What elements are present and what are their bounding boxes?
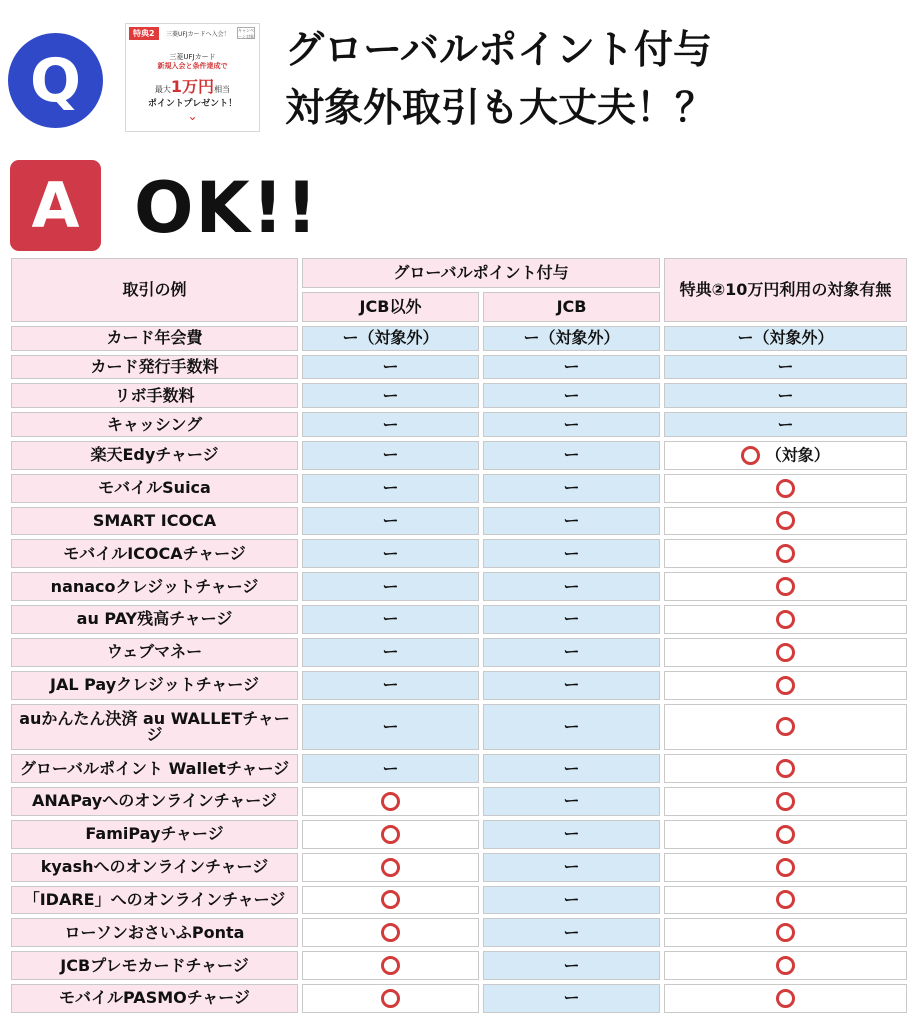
cell-benefit: ー [664,355,907,380]
cell-non-jcb [302,918,479,947]
table-row [11,951,907,980]
header-non-jcb: JCB以外 [302,292,479,322]
circle-icon [776,610,795,629]
thumbnail-line3 [126,74,259,97]
header-transaction-example: 取引の例 [11,258,298,322]
cell-non-jcb [302,853,479,882]
row-label: キャッシング [11,412,298,437]
cell-non-jcb: ー [302,539,479,568]
cell-non-jcb: ー [302,441,479,470]
circle-icon [381,989,400,1008]
row-label: カード発行手数料 [11,355,298,380]
cell-benefit [664,787,907,816]
cell-jcb: ー（対象外） [483,326,660,351]
cell-jcb: ー [483,886,660,915]
cell-jcb: ー [483,412,660,437]
circle-icon [381,825,400,844]
thumbnail-tag: 特典2 [129,27,159,40]
table-row [11,539,907,568]
circle-icon [776,858,795,877]
table-row [11,605,907,634]
table-row [11,754,907,783]
row-label: ローソンおさいふPonta [11,918,298,947]
circle-icon [776,544,795,563]
table-row [11,572,907,601]
cell-non-jcb: ー [302,638,479,667]
header-benefit: 特典②10万円利用の対象有無 [664,258,907,322]
cell-non-jcb: ー [302,474,479,503]
circle-icon [776,792,795,811]
circle-icon [776,923,795,942]
cell-non-jcb [302,820,479,849]
circle-icon [381,890,400,909]
circle-icon [776,717,795,736]
cell-jcb: ー [483,853,660,882]
row-label: モバイルICOCAチャージ [11,539,298,568]
circle-icon [776,825,795,844]
thumbnail-line1: 三菱UFJカード [169,53,216,61]
circle-icon [776,643,795,662]
cell-benefit [664,853,907,882]
cell-jcb: ー [483,984,660,1013]
circle-icon [776,759,795,778]
cell-non-jcb: ー [302,704,479,751]
answer-badge: A [10,160,101,251]
cell-non-jcb: ー [302,572,479,601]
row-label: kyashへのオンラインチャージ [11,853,298,882]
circle-icon [776,511,795,530]
cell-benefit [664,507,907,536]
cell-jcb: ー [483,441,660,470]
circle-icon [741,446,760,465]
cell-non-jcb: ー [302,412,479,437]
table-row [11,355,907,380]
row-label: SMART ICOCA [11,507,298,536]
answer-text: OK!! [134,167,320,249]
cell-benefit: ー（対象外） [664,326,907,351]
table-row [11,326,907,351]
circle-icon [381,792,400,811]
thumbnail-line3-amount: 1万円 [170,77,215,96]
circle-icon [381,956,400,975]
cell-jcb: ー [483,474,660,503]
header-global-point: グローバルポイント付与 [302,258,660,288]
row-label: モバイルSuica [11,474,298,503]
cell-benefit [664,886,907,915]
cell-jcb: ー [483,754,660,783]
cell-non-jcb: ー [302,754,479,783]
row-label: JAL Payクレジットチャージ [11,671,298,700]
cell-jcb: ー [483,787,660,816]
cell-non-jcb: ー [302,355,479,380]
question-title [285,22,714,138]
cell-jcb: ー [483,951,660,980]
campaign-thumbnail[interactable] [125,23,260,132]
circle-icon [776,956,795,975]
cell-jcb: ー [483,572,660,601]
cell-non-jcb [302,984,479,1013]
cell-benefit: ー [664,383,907,408]
table-row [11,671,907,700]
cell-benefit [664,704,907,751]
cell-jcb: ー [483,671,660,700]
row-label: グローバルポイント Walletチャージ [11,754,298,783]
table-row [11,984,907,1013]
cell-jcb: ー [483,507,660,536]
row-label: nanacoクレジットチャージ [11,572,298,601]
row-label: JCBプレモカードチャージ [11,951,298,980]
row-label: FamiPayチャージ [11,820,298,849]
cell-benefit [664,638,907,667]
cell-non-jcb [302,787,479,816]
row-label: ANAPayへのオンラインチャージ [11,787,298,816]
cell-benefit [664,605,907,634]
circle-icon [381,858,400,877]
cell-benefit [664,984,907,1013]
row-label: モバイルPASMOチャージ [11,984,298,1013]
cell-text: （対象） [760,445,830,465]
table-row [11,704,907,751]
question-title-line2: 対象外取引も大丈夫！？ [285,86,715,131]
cell-benefit [664,951,907,980]
thumbnail-top-text: 三菱UFJカードへ入会！ [166,31,230,38]
circle-icon [776,989,795,1008]
cell-benefit [664,754,907,783]
cell-benefit: ー [664,412,907,437]
row-label: カード年会費 [11,326,298,351]
cell-benefit [664,539,907,568]
cell-non-jcb: ー [302,383,479,408]
thumbnail-line2: 新規入会と条件達成で [157,62,228,70]
cell-benefit [664,441,907,470]
cell-benefit [664,572,907,601]
cell-benefit [664,474,907,503]
cell-jcb: ー [483,638,660,667]
table-row [11,886,907,915]
transaction-table [7,254,911,1017]
table-row [11,853,907,882]
table-row [11,638,907,667]
cell-non-jcb: ー [302,671,479,700]
cell-jcb: ー [483,820,660,849]
cell-non-jcb: ー（対象外） [302,326,479,351]
cell-jcb: ー [483,704,660,751]
cell-benefit [664,918,907,947]
row-label: リボ手数料 [11,383,298,408]
table-row [11,787,907,816]
circle-icon [776,890,795,909]
chevron-down-icon: ⌄ [187,109,198,123]
table-row [11,918,907,947]
table-row [11,383,907,408]
thumbnail-corner-label: キャンペーン対象 [238,28,254,39]
row-label: 楽天Edyチャージ [11,441,298,470]
circle-icon [776,479,795,498]
circle-icon [776,676,795,695]
table-row [11,507,907,536]
cell-non-jcb [302,951,479,980]
cell-jcb: ー [483,918,660,947]
table-row [11,820,907,849]
cell-benefit [664,671,907,700]
row-label: au PAY残高チャージ [11,605,298,634]
row-label: auかんたん決済 au WALLETチャージ [11,704,298,751]
cell-non-jcb [302,886,479,915]
circle-icon [381,923,400,942]
table-row [11,441,907,470]
row-label: ウェブマネー [11,638,298,667]
cell-jcb: ー [483,383,660,408]
thumbnail-line4: ポイントプレゼント！ [147,99,238,109]
question-title-line1: グローバルポイント付与 [285,28,713,73]
cell-jcb: ー [483,605,660,634]
header-jcb: JCB [483,292,660,322]
cell-jcb: ー [483,355,660,380]
thumbnail-line3-prefix: 最大 [154,85,171,94]
table-row [11,474,907,503]
question-badge: Q [8,33,103,128]
thumbnail-line3-suffix: 相当 [214,85,231,94]
cell-non-jcb: ー [302,507,479,536]
table-row [11,412,907,437]
cell-benefit [664,820,907,849]
row-label: 「IDARE」へのオンラインチャージ [11,886,298,915]
circle-icon [776,577,795,596]
cell-non-jcb: ー [302,605,479,634]
cell-jcb: ー [483,539,660,568]
